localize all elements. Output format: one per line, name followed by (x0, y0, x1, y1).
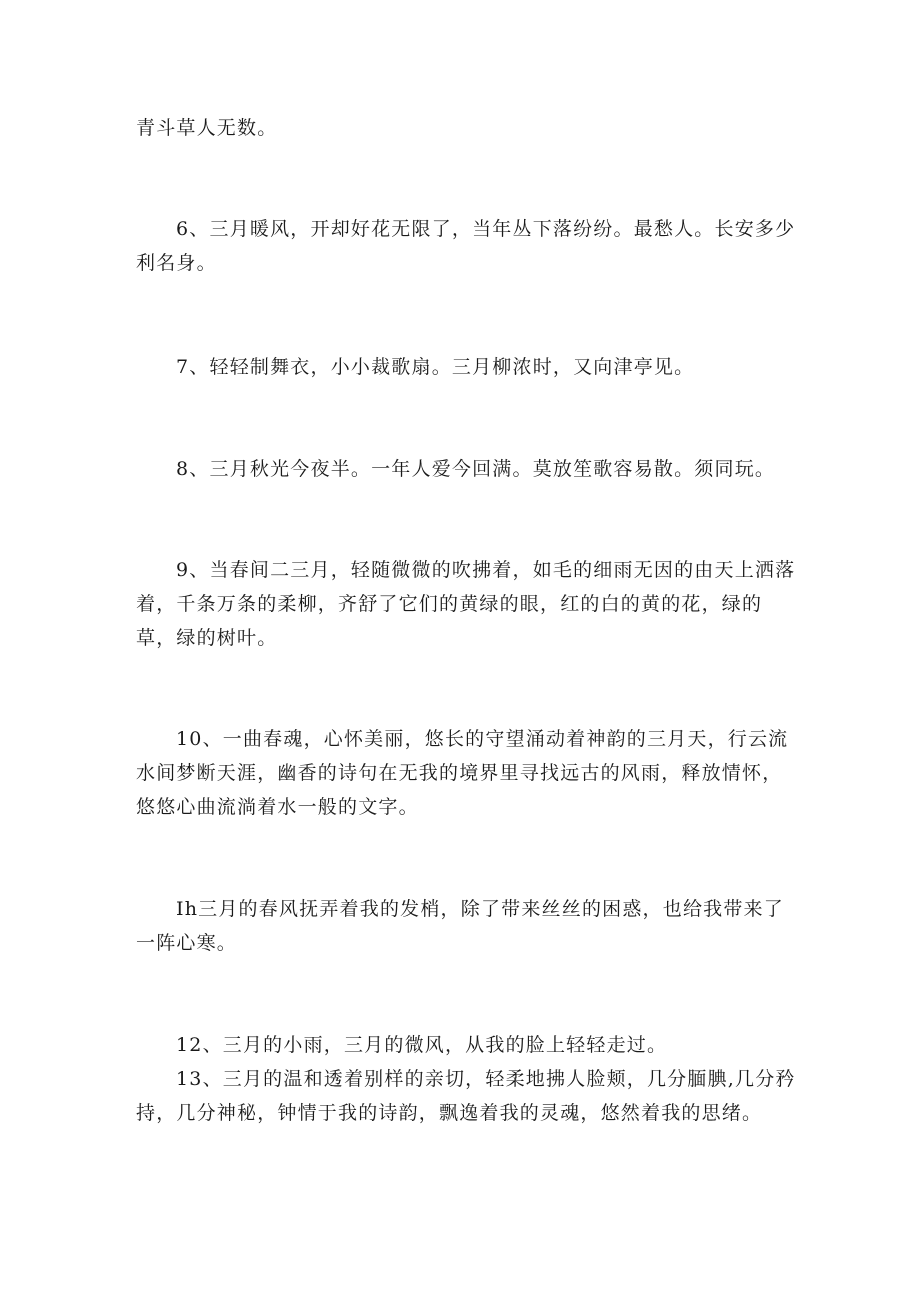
paragraph-item-6: 6、三月暖风，开却好花无限了，当年丛下落纷纷。最愁人。长安多少利名身。 (136, 218, 796, 274)
paragraph-item-10: 10、一曲春魂，心怀美丽，悠长的守望涌动着神韵的三月天，行云流水间梦断天涯，幽香的诗句在无我的境界里寻找远古的风雨，释放情怀，悠悠心曲流淌着水一般的文字。 (136, 728, 789, 818)
paragraph-item-7: 7、轻轻制舞衣，小小裁歌扇。三月柳浓时，又向津亭见。 (176, 356, 695, 378)
paragraph-item-9: 9、当春间二三月，轻随微微的吹拂着，如毛的细雨无因的由天上洒落着，千条万条的柔柳，齐舒了它们的黄绿的眼，红的白的黄的花，绿的草，绿的树叶。 (136, 559, 796, 649)
paragraph-item-8: 8、三月秋光今夜半。一年人爱今回满。莫放笙歌容易散。须同玩。 (176, 458, 776, 480)
paragraph-item-13: 13、三月的温和透着别样的亲切，轻柔地拂人脸颊，几分腼腆,几分矜持，几分神秘，钟情于我的诗韵，飘逸着我的灵魂，悠然着我的思绪。 (136, 1068, 796, 1124)
paragraph-continuation: 青斗草人无数。 (136, 117, 278, 139)
paragraph-item-12: 12、三月的小雨，三月的微风，从我的脸上轻轻走过。 (176, 1034, 668, 1056)
paragraph-item-11: Ih三月的春风抚弄着我的发梢，除了带来丝丝的困惑，也给我带来了一阵心寒。 (136, 898, 784, 954)
